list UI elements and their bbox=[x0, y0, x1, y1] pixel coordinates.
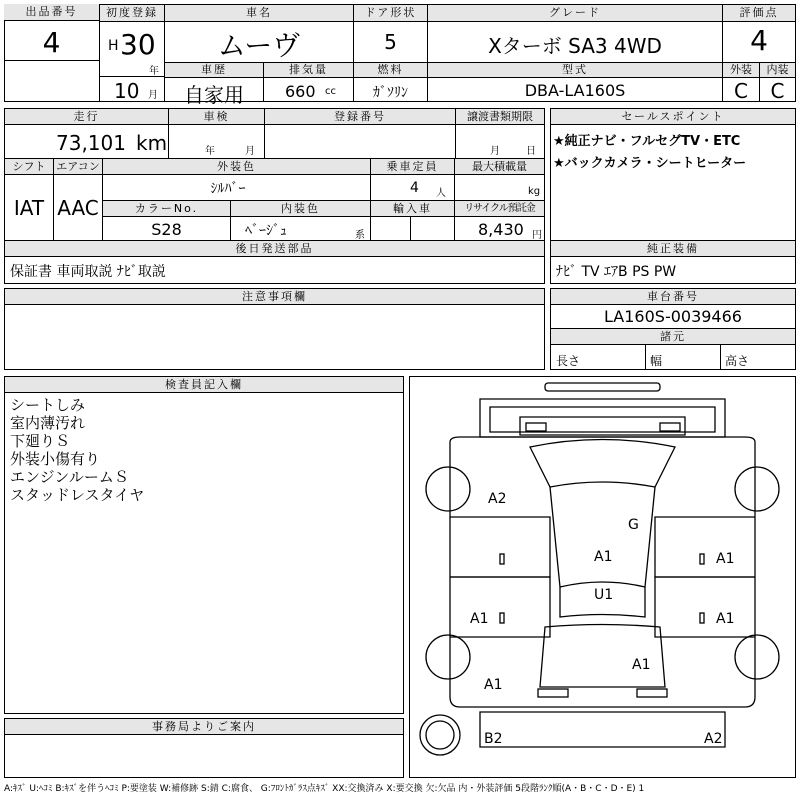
model-value: DBA-LA160S bbox=[524, 81, 626, 100]
displacement-label: 排気量 bbox=[264, 63, 353, 78]
lot-cell bbox=[4, 4, 99, 102]
specs-height: 高さ bbox=[725, 354, 750, 368]
damage-mark: A1 bbox=[594, 549, 613, 565]
inspection-label: 車検 bbox=[169, 109, 264, 125]
first-reg-month: 10 bbox=[114, 79, 140, 103]
specs-label: 諸元 bbox=[551, 329, 795, 345]
exterior-grade-value: C bbox=[734, 79, 748, 103]
doors-label: ドア形状 bbox=[354, 5, 427, 22]
damage-mark: B2 bbox=[484, 731, 503, 747]
reg-number-label: 登録番号 bbox=[265, 109, 455, 125]
damage-mark: A1 bbox=[632, 657, 651, 673]
first-reg-label: 初度登録 bbox=[100, 5, 164, 22]
damage-mark: A2 bbox=[488, 491, 507, 507]
inspector-line: エンジンルームＳ bbox=[10, 468, 129, 486]
car-diagram bbox=[409, 376, 796, 778]
car-outline-svg bbox=[410, 377, 795, 777]
damage-mark: A2 bbox=[704, 731, 723, 747]
inspection-month-unit: 月 bbox=[245, 146, 255, 157]
mileage-unit: km bbox=[136, 131, 168, 155]
capacity-value: 4 bbox=[410, 180, 419, 196]
damage-legend: A:ｷｽﾞ U:ﾍｺﾐ B:ｷｽﾞを伴うﾍｺﾐ P:要塗装 W:補修跡 S:錆 C:腐食、 G:ﾌﾛﾝﾄｶﾞﾗｽ点ｷｽﾞ XX:交換済み X:要交換 欠:欠品 内・外装評価 5段階ﾗﾝｸ順(A・B・C・D・E) 1 bbox=[4, 784, 645, 794]
capacity-unit: 人 bbox=[436, 188, 446, 199]
inspector-line: シートしみ bbox=[10, 396, 86, 414]
damage-mark: A1 bbox=[716, 551, 735, 567]
int-color-suffix: 系 bbox=[355, 230, 365, 241]
grade-value: Xターボ SA3 4WD bbox=[488, 34, 662, 58]
first-reg-year: 30 bbox=[120, 28, 156, 61]
damage-mark: A1 bbox=[470, 611, 489, 627]
interior-grade-value: C bbox=[770, 79, 785, 103]
mileage-label: 走行 bbox=[5, 109, 168, 125]
recycle-value: 8,430 bbox=[478, 220, 524, 239]
car-name-value: ムーヴ bbox=[217, 29, 301, 62]
inspector-notes bbox=[10, 396, 144, 504]
specs-length: 長さ bbox=[556, 354, 581, 368]
recycle-label: リサイクル預託金 bbox=[455, 201, 544, 217]
damage-mark: U1 bbox=[594, 587, 614, 603]
interior-grade-label: 内装 bbox=[760, 63, 795, 78]
displacement-unit: cc bbox=[325, 86, 336, 97]
damage-mark: A1 bbox=[484, 677, 503, 693]
chassis-value: LA160S-0039466 bbox=[604, 307, 742, 326]
inspection-year-unit: 年 bbox=[205, 146, 215, 157]
history-label: 車歴 bbox=[165, 63, 263, 78]
aircon-label: エアコン bbox=[54, 159, 102, 175]
shift-label: シフト bbox=[5, 159, 53, 175]
grade-label: グレード bbox=[428, 5, 722, 22]
notes-label: 注意事項欄 bbox=[5, 289, 544, 305]
transfer-day-unit: 日 bbox=[526, 146, 536, 157]
max-load-label: 最大積載量 bbox=[455, 159, 544, 175]
displacement-value: 660 bbox=[285, 82, 316, 101]
first-reg-era: H bbox=[108, 38, 119, 54]
inspector-line: 室内薄汚れ bbox=[10, 414, 86, 432]
ext-color-label: 外装色 bbox=[103, 159, 370, 175]
office-label: 事務局よりご案内 bbox=[5, 719, 403, 735]
inspector-line: スタッドレスタイヤ bbox=[10, 486, 145, 504]
sales-point-2: ★バックカメラ・シートヒーター bbox=[553, 156, 747, 171]
transfer-month-unit: 月 bbox=[490, 146, 500, 157]
shift-value: IAT bbox=[13, 196, 45, 220]
mileage-value: 73,101 bbox=[56, 131, 126, 155]
transfer-doc-label: 譲渡書類期限 bbox=[456, 109, 544, 125]
first-reg-year-unit: 年 bbox=[149, 66, 159, 77]
factory-equip-value: ﾅﾋﾞ TV ｴｱB PS PW bbox=[556, 264, 677, 280]
ext-color-value: ｼﾙﾊﾞｰ bbox=[210, 181, 246, 197]
car-name-label: 車名 bbox=[165, 5, 353, 22]
int-color-value: ﾍﾞｰｼﾞｭ bbox=[245, 223, 287, 239]
recycle-unit: 円 bbox=[532, 230, 542, 241]
fuel-label: 燃料 bbox=[354, 63, 427, 78]
fuel-value: ｶﾞｿﾘﾝ bbox=[373, 85, 408, 101]
factory-equip-label: 純正装備 bbox=[551, 241, 795, 257]
color-no-label: カラーNo. bbox=[103, 201, 230, 217]
later-parts-label: 後日発送部品 bbox=[5, 241, 544, 257]
color-no-value: S28 bbox=[151, 220, 182, 239]
specs-width: 幅 bbox=[650, 354, 663, 368]
later-parts-value: 保証書 車両取説 ﾅﾋﾞ取説 bbox=[10, 264, 166, 280]
inspector-line: 外装小傷有り bbox=[10, 450, 101, 468]
inspector-label: 検査員記入欄 bbox=[5, 377, 403, 393]
first-reg-month-unit: 月 bbox=[148, 90, 158, 101]
int-color-label: 内装色 bbox=[231, 201, 370, 217]
damage-mark: G bbox=[628, 517, 639, 533]
score-value: 4 bbox=[750, 24, 768, 57]
aircon-value: AAC bbox=[57, 196, 99, 220]
sales-points-label: セールスポイント bbox=[551, 109, 795, 125]
history-value: 自家用 bbox=[184, 83, 244, 107]
score-label: 評価点 bbox=[723, 5, 795, 22]
damage-mark: A1 bbox=[716, 611, 735, 627]
import-label: 輸入車 bbox=[371, 201, 454, 217]
max-load-unit: kg bbox=[528, 186, 541, 197]
sales-point-1: ★純正ナビ・フルセグTV・ETC bbox=[553, 134, 741, 149]
inspector-line: 下廻りＳ bbox=[10, 432, 71, 450]
lot-number: 4 bbox=[42, 26, 61, 59]
capacity-label: 乗車定員 bbox=[371, 159, 454, 175]
lot-label: 出品番号 bbox=[4, 4, 99, 21]
doors-value: 5 bbox=[384, 30, 397, 54]
chassis-label: 車台番号 bbox=[551, 289, 795, 305]
exterior-grade-label: 外装 bbox=[723, 63, 759, 78]
model-label: 型式 bbox=[428, 63, 722, 78]
